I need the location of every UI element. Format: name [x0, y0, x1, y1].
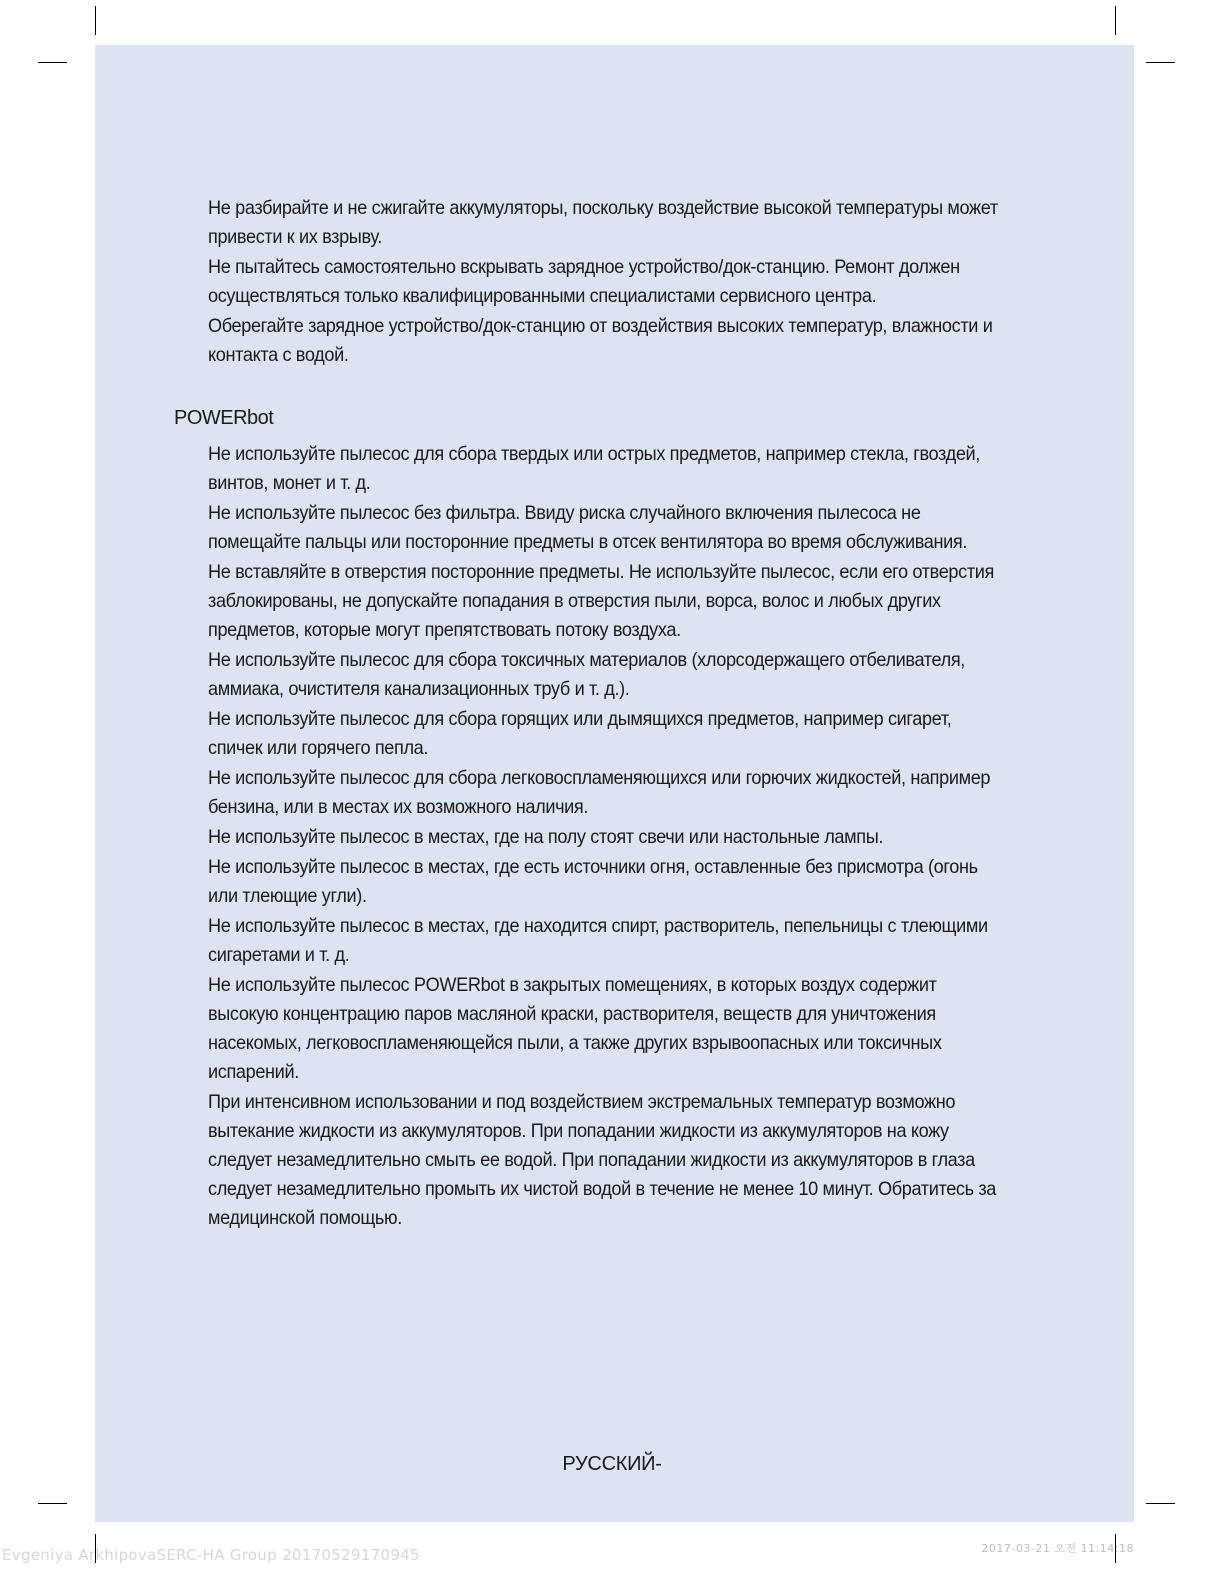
paragraph: Не разбирайте и не сжигайте аккумуляторы, поскольку воздействие высокой температуры может привести к их взрыву.	[208, 197, 998, 248]
powerbot-warnings	[208, 440, 1008, 1234]
paragraph: Не используйте пылесос POWERbot в закрытых помещениях, в которых воздух содержит высокую концентрацию паров масляной краски, растворителя, веществ для уничтожения насекомых, легковоспламеняющейся пыли, а также других взрывоопасных или токсичных испарений.	[208, 974, 942, 1083]
crop-mark	[1115, 6, 1116, 35]
crop-mark	[38, 62, 67, 63]
paragraph: Не используйте пылесос для сбора горящих или дымящихся предметов, например сигарет, спичек или горячего пепла.	[208, 708, 952, 759]
paragraph: Не используйте пылесос в местах, где есть источники огня, оставленные без присмотра (огонь или тлеющие угли).	[208, 856, 978, 907]
print-slug-right: 2017-03-21 오전 11:14:18	[981, 1542, 1134, 1555]
paragraph: Не используйте пылесос для сбора твердых или острых предметов, например стекла, гвоздей, винтов, монет и т. д.	[208, 443, 980, 494]
paragraph: Не используйте пылесос в местах, где находится спирт, растворитель, пепельницы с тлеющими сигаретами и т. д.	[208, 915, 988, 966]
crop-mark	[1146, 62, 1175, 63]
battery-warnings	[208, 194, 1008, 371]
crop-mark	[1146, 1503, 1175, 1504]
paragraph: Не используйте пылесос для сбора токсичных материалов (хлорсодержащего отбеливателя, аммиака, очистителя канализационных труб и т. д.).	[208, 649, 965, 700]
paragraph: Не вставляйте в отверстия посторонние предметы. Не используйте пылесос, если его отверстия заблокированы, не допускайте попадания в отверстия пыли, ворса, волос и любых других предметов, которые могут препятствовать потоку воздуха.	[208, 561, 994, 641]
crop-mark	[95, 6, 96, 35]
section-heading: POWERbot	[174, 407, 274, 429]
paragraph: При интенсивном использовании и под воздействием экстремальных температур возможно вытекание жидкости из аккумуляторов. При попадании жидкости из аккумуляторов на кожу следует незамедлительно смыть ее водой. При попадании жидкости из аккумуляторов в глаза следует незамедлительно промыть их чистой водой в течение не менее 10 минут. Обратитесь за медицинской помощью.	[208, 1091, 997, 1229]
crop-mark	[38, 1503, 67, 1504]
page-footer: РУССКИЙ-	[562, 1453, 662, 1475]
paragraph: Не используйте пылесос для сбора легковоспламеняющихся или горючих жидкостей, например бензина, или в местах их возможного наличия.	[208, 767, 991, 818]
paragraph: Оберегайте зарядное устройство/док-станцию от воздействия высоких температур, влажности и контакта с водой.	[208, 315, 993, 366]
paragraph: Не используйте пылесос в местах, где на полу стоят свечи или настольные лампы.	[208, 826, 884, 848]
print-slug-left: Evgeniya ArkhipovaSERC-HA Group 20170529170945	[2, 1546, 420, 1564]
paragraph: Не используйте пылесос без фильтра. Ввиду риска случайного включения пылесоса не помещайте пальцы или посторонние предметы в отсек вентилятора во время обслуживания.	[208, 502, 967, 553]
paragraph: Не пытайтесь самостоятельно вскрывать зарядное устройство/док-станцию. Ремонт должен осуществляться только квалифицированными специалистами сервисного центра.	[208, 256, 960, 307]
